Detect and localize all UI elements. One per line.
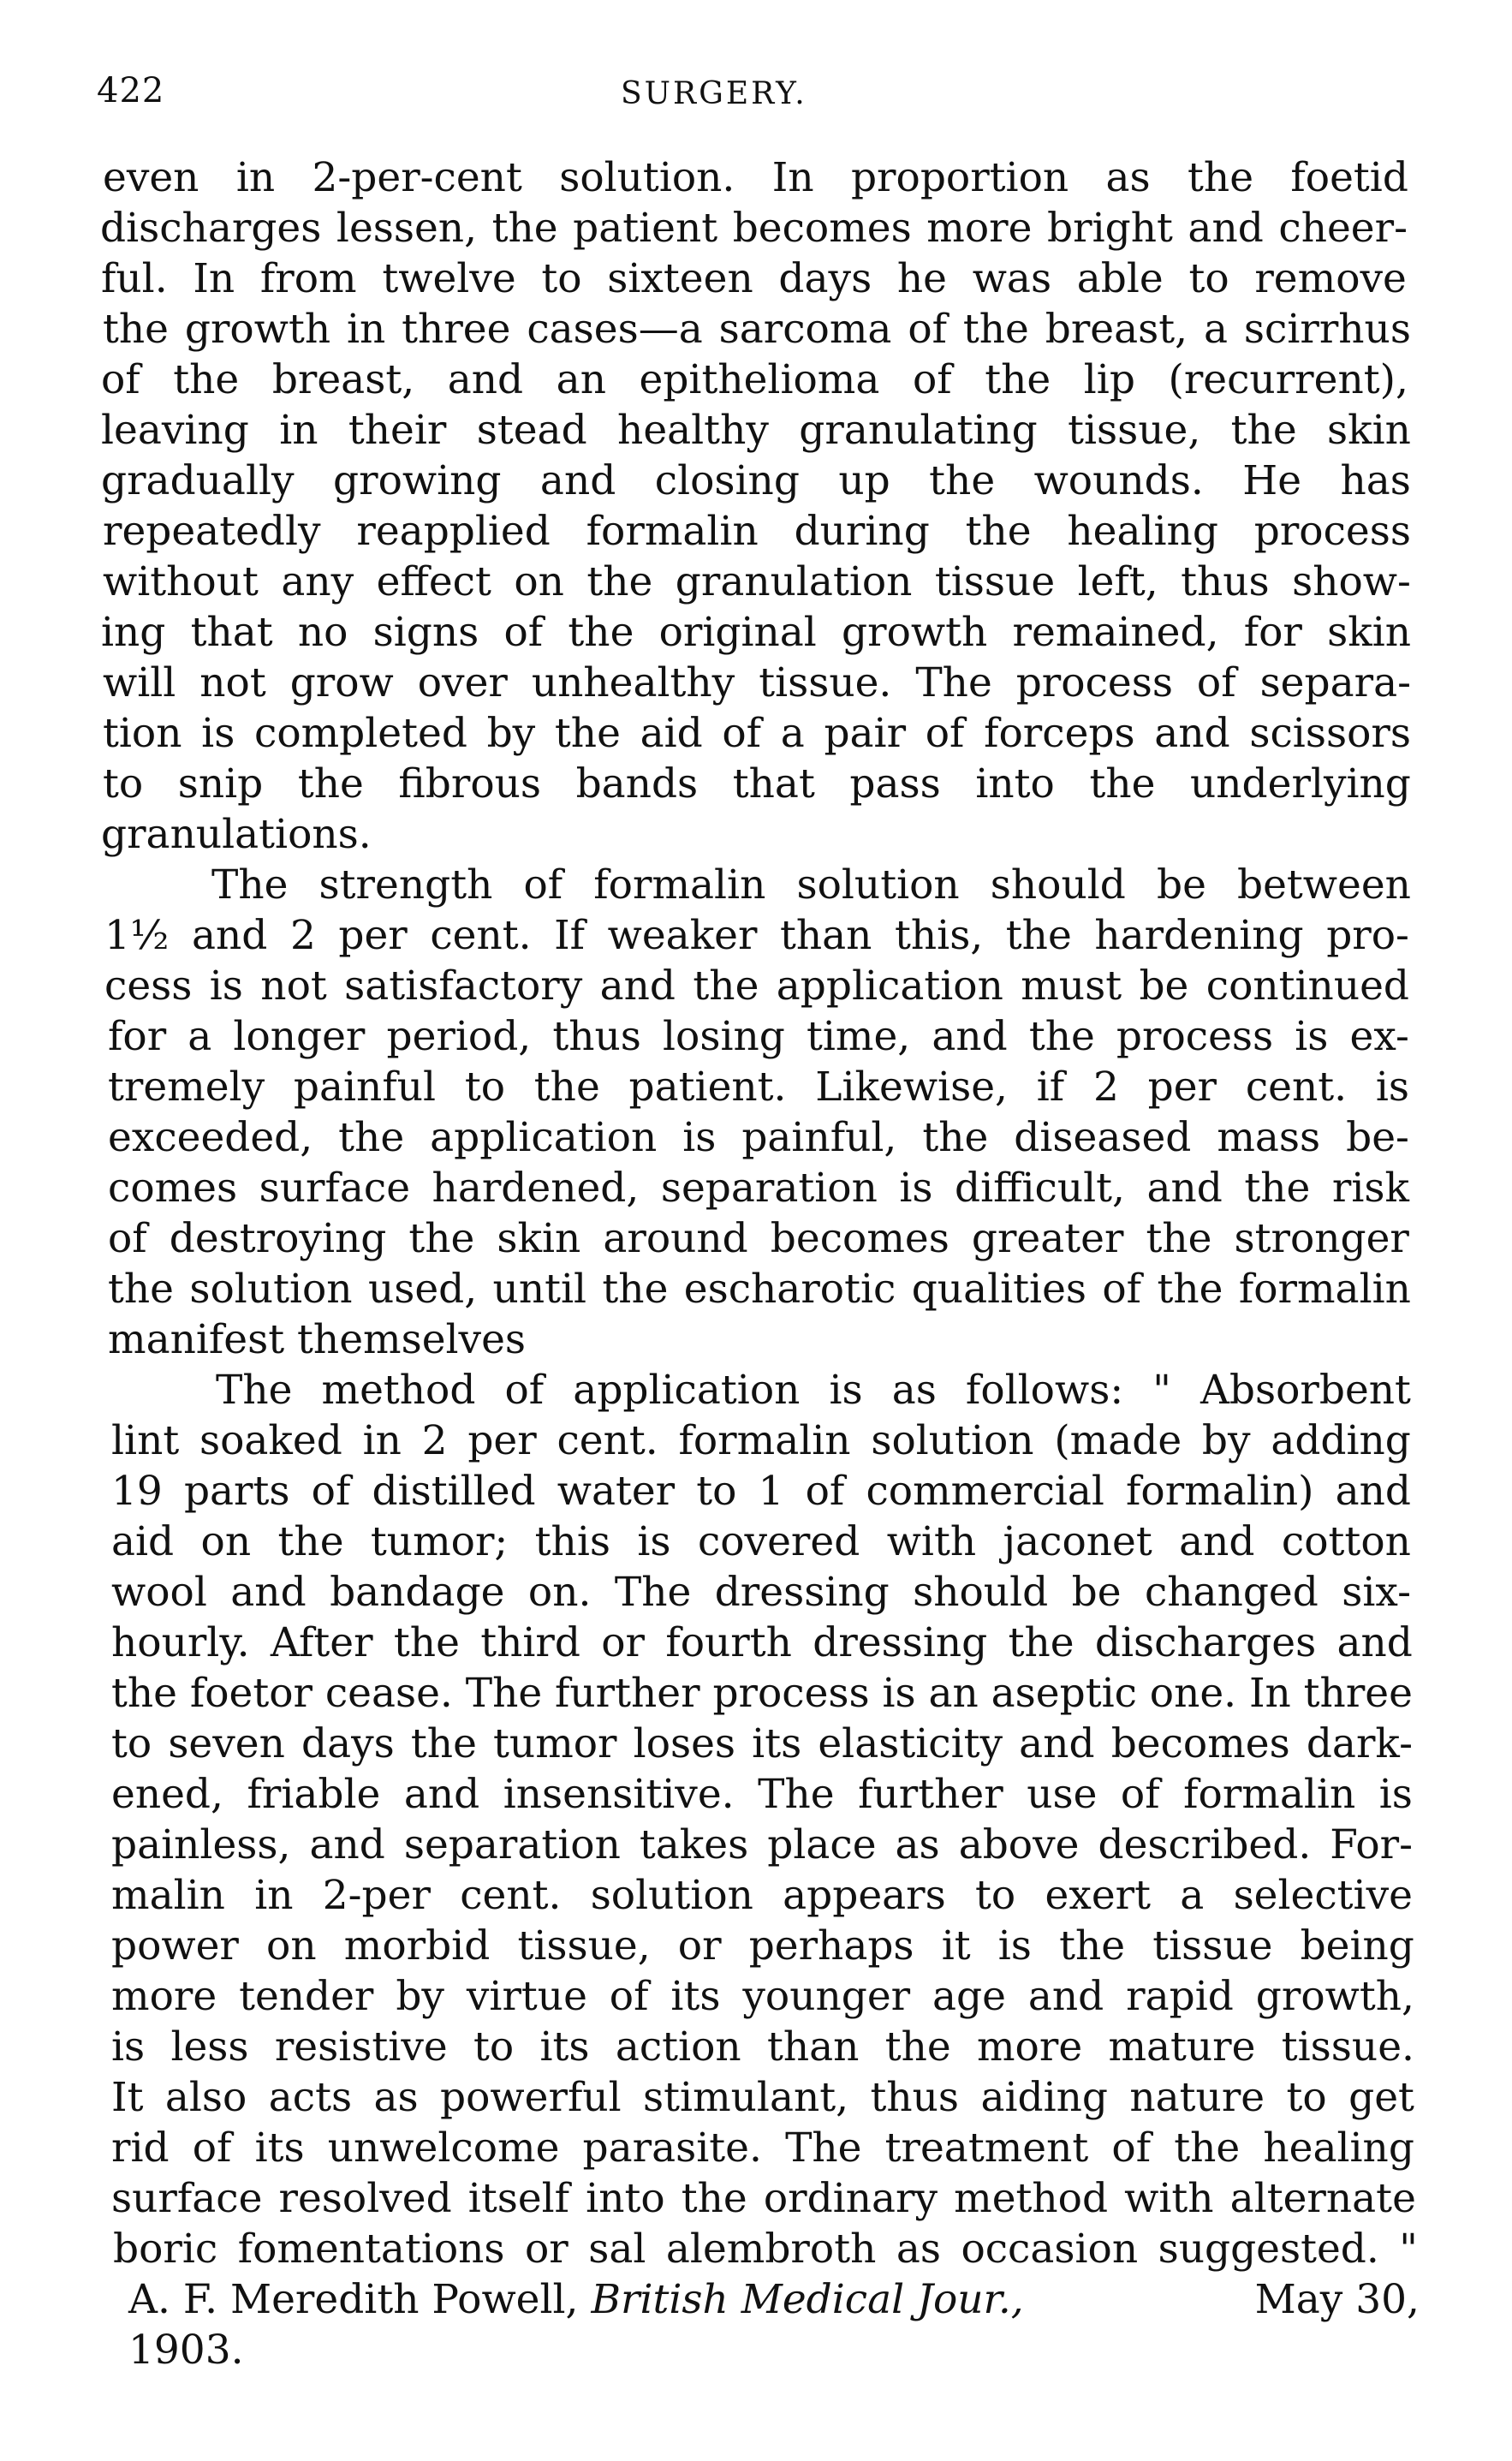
text-line: 19 parts of distilled water to 1 of commercial formalin) and — [111, 1468, 1411, 1515]
text-line: gradually growing and closing up the wounds. He has — [101, 457, 1411, 504]
page-number: 422 — [97, 71, 165, 110]
text-line: leaving in their stead healthy granulating tissue, the skin — [101, 407, 1411, 454]
citation-date: May 30, — [1254, 2276, 1420, 2323]
text-line: lint soaked in 2 per cent. formalin solution (made by adding — [111, 1417, 1411, 1464]
text-line: cess is not satisfactory and the application must be continued — [104, 962, 1409, 1010]
citation-year: 1903. — [128, 2327, 244, 2374]
text-line: discharges lessen, the patient becomes more bright and cheer- — [100, 205, 1408, 252]
text-line: ened, friable and insensitive. The further use of formalin is — [111, 1771, 1413, 1818]
text-line: even in 2-per-cent solution. In proportion as the foetid — [103, 154, 1408, 201]
text-line: for a longer period, thus losing time, and the process is ex- — [108, 1013, 1409, 1060]
text-line: ing that no signs of the original growth remained, for skin — [101, 609, 1411, 656]
citation-line — [128, 2274, 1420, 2326]
text-line: rid of its unwelcome parasite. The treatment of the healing — [111, 2124, 1414, 2172]
text-line: to seven days the tumor loses its elasticity and becomes dark- — [111, 1720, 1413, 1767]
text-line: boric fomentations or sal alembroth as occasion suggested. " — [113, 2226, 1418, 2273]
text-line: tion is completed by the aid of a pair of forceps and scissors — [103, 710, 1411, 757]
text-line: It also acts as powerful stimulant, thus aiding nature to get — [111, 2074, 1414, 2121]
text-line: of the breast, and an epithelioma of the lip (recurrent), — [101, 356, 1408, 403]
text-line: repeatedly reapplied formalin during the healing process — [103, 508, 1411, 555]
text-line: painless, and separation takes place as above described. For- — [111, 1821, 1413, 1868]
text-line: to snip the fibrous bands that pass into the underlying — [103, 760, 1411, 807]
text-line: ful. In from twelve to sixteen days he was able to remove — [101, 255, 1407, 302]
citation-journal: British Medical Jour., — [591, 2276, 1024, 2323]
text-line: wool and bandage on. The dressing should be changed six- — [111, 1569, 1411, 1616]
text-line: manifest themselves — [108, 1316, 527, 1363]
text-line: hourly. After the third or fourth dressing the discharges and — [111, 1619, 1413, 1666]
citation-author: A. F. Meredith Powell, — [128, 2276, 579, 2323]
text-line: aid on the tumor; this is covered with jaconet and cotton — [111, 1518, 1411, 1565]
text-line: comes surface hardened, separation is difficult, and the risk — [108, 1165, 1409, 1212]
text-line: power on morbid tissue, or perhaps it is the tissue being — [111, 1922, 1414, 1969]
text-line: malin in 2-per cent. solution appears to exert a selective — [111, 1872, 1413, 1919]
text-line: without any effect on the granulation tissue left, thus show- — [103, 558, 1411, 605]
text-line: exceeded, the application is painful, the diseased mass be- — [108, 1114, 1409, 1161]
text-line: 1½ and 2 per cent. If weaker than this, the hardening pro- — [104, 912, 1409, 959]
text-line: the foetor cease. The further process is an aseptic one. In three — [111, 1670, 1413, 1717]
text-line: more tender by virtue of its younger age and rapid growth, — [111, 1973, 1414, 2020]
text-line: granulations. — [101, 811, 372, 858]
text-line: of destroying the skin around becomes greater the stronger — [108, 1215, 1409, 1262]
text-line: surface resolved itself into the ordinary method with alternate — [111, 2175, 1416, 2222]
text-line: will not grow over unhealthy tissue. The process of separa- — [103, 659, 1411, 706]
text-line: tremely painful to the patient. Likewise, if 2 per cent. is — [108, 1064, 1409, 1111]
text-line: the solution used, until the escharotic qualities of the formalin — [108, 1266, 1411, 1313]
running-title: SURGERY. — [621, 76, 807, 111]
text-line: The method of application is as follows: " Absorbent — [216, 1367, 1411, 1414]
text-line: the growth in three cases—a sarcoma of the breast, a scirrhus — [103, 306, 1411, 353]
text-line: is less resistive to its action than the more mature tissue. — [111, 2023, 1414, 2071]
text-line: The strength of formalin solution should be between — [211, 861, 1411, 909]
